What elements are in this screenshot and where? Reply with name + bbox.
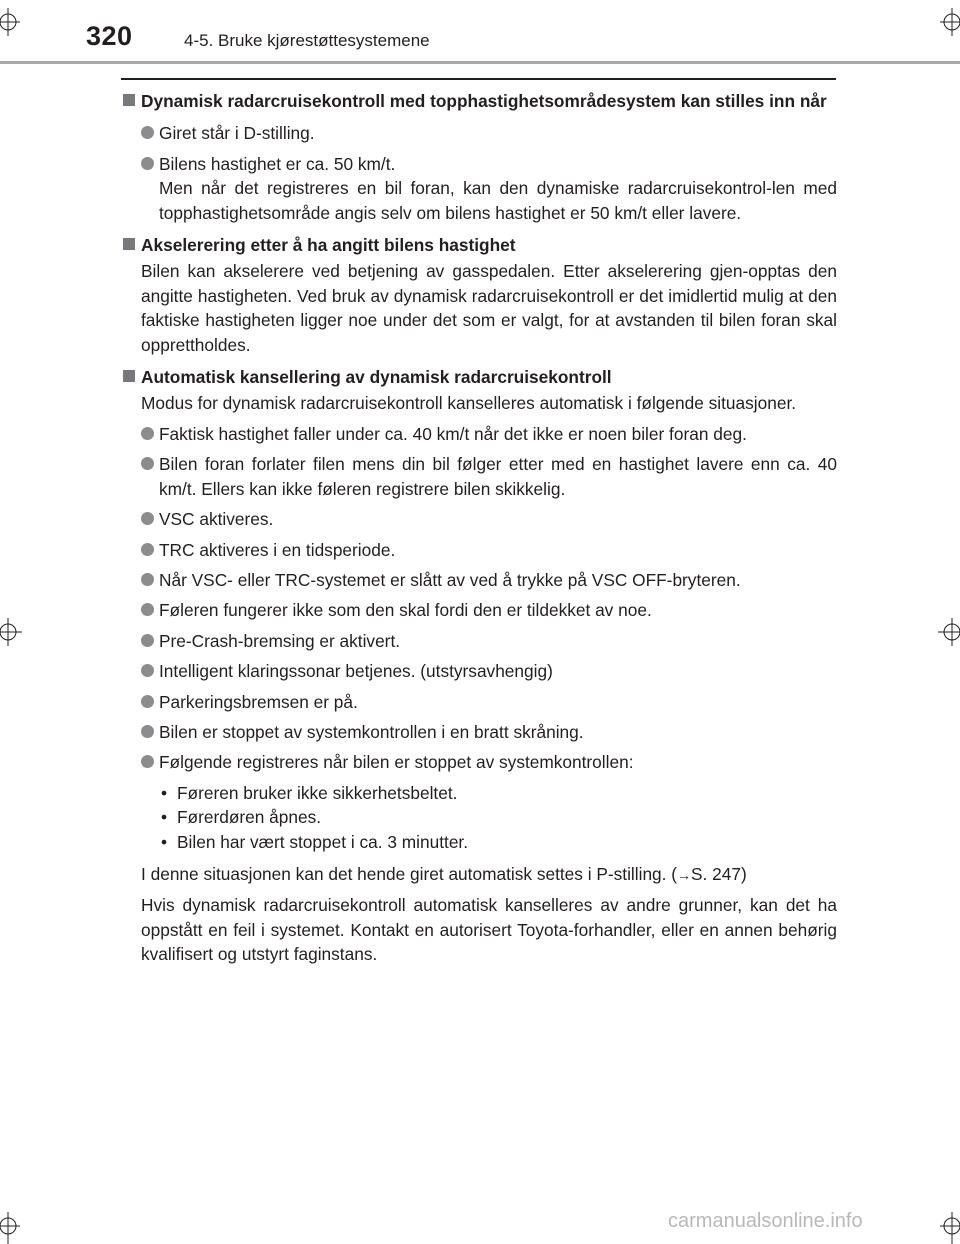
- list-item: [123, 152, 837, 225]
- square-bullet-icon: [123, 370, 135, 382]
- note-paragraph: [123, 862, 837, 887]
- round-bullet-icon: [141, 126, 154, 139]
- list-item: [123, 598, 837, 622]
- crop-mark-bottom-left: [0, 1204, 40, 1244]
- sub-list-item: [123, 781, 837, 805]
- crop-mark-mid-right: [920, 612, 960, 652]
- arrow-icon: →: [677, 866, 692, 883]
- list-item-text: VSC aktiveres.: [159, 509, 274, 530]
- list-item: [123, 659, 837, 683]
- list-item-text: Bilens hastighet er ca. 50 km/t.: [159, 153, 396, 174]
- list-item: [123, 750, 837, 774]
- square-bullet-icon: [123, 94, 135, 106]
- list-item-text: Bilen foran forlater filen mens din bil følger etter med en hastighet lavere enn ca. 40 km/t. Ellers kan ikke føleren registrere bilen skikkelig.: [159, 454, 837, 499]
- page-number: 320: [86, 21, 133, 51]
- list-item-text: Følgende registreres når bilen er stoppet av systemkontrollen:: [159, 752, 634, 773]
- section-heading-text: Akselerering etter å ha angitt bilens hastighet: [141, 235, 516, 256]
- list-item-text: Intelligent klaringssonar betjenes. (utstyrsavhengig): [159, 661, 553, 682]
- round-bullet-icon: [141, 695, 154, 708]
- crop-mark-top-left: [0, 0, 40, 40]
- list-item-continuation: Men når det registreres en bil foran, kan den dynamiske radarcruisekontrol-len med topphastighetsområde angis selv om bilens hastighet er 50 km/t eller lavere.: [159, 178, 837, 223]
- crop-mark-bottom-right: [920, 1204, 960, 1244]
- list-item-text: Pre-Crash-bremsing er aktivert.: [159, 630, 401, 651]
- sub-list-item-text: Føreren bruker ikke sikkerhetsbeltet.: [177, 782, 458, 803]
- paragraph: Modus for dynamisk radarcruisekontroll kanselleres automatisk i følgende situasjoner.: [141, 393, 797, 414]
- round-bullet-icon: [141, 573, 154, 586]
- list-item: [123, 720, 837, 744]
- watermark-text: carmanualsonline.info: [668, 1210, 863, 1232]
- sub-bullet-marker: •: [161, 782, 168, 803]
- list-item: [123, 452, 837, 501]
- page-content: [123, 89, 837, 973]
- crop-mark-top-right: [920, 0, 960, 40]
- sub-list-item: [123, 830, 837, 854]
- round-bullet-icon: [141, 664, 154, 677]
- list-item: [123, 507, 837, 531]
- list-item-text: Giret står i D-stilling.: [159, 123, 315, 144]
- sub-list-item: [123, 805, 837, 829]
- round-bullet-icon: [141, 634, 154, 647]
- sub-bullet-marker: •: [161, 831, 168, 852]
- square-bullet-icon: [123, 238, 135, 250]
- list-item: [123, 422, 837, 446]
- sub-bullet-marker: •: [161, 807, 168, 828]
- list-item-text: Faktisk hastighet faller under ca. 40 km/t når det ikke er noen biler foran deg.: [159, 423, 747, 444]
- round-bullet-icon: [141, 457, 154, 470]
- list-item-text: Føleren fungerer ikke som den skal fordi den er tildekket av noe.: [159, 600, 652, 621]
- sub-list-item-text: Bilen har vært stoppet i ca. 3 minutter.: [177, 831, 469, 852]
- list-item-text: TRC aktiveres i en tidsperiode.: [159, 539, 396, 560]
- sub-list: [123, 781, 837, 854]
- round-bullet-icon: [141, 427, 154, 440]
- list-item: [123, 629, 837, 653]
- list-item: [123, 538, 837, 562]
- closing-paragraph: Hvis dynamisk radarcruisekontroll automatisk kanselleres av andre grunner, kan det ha oppstått en feil i systemet. Kontakt en autorisert Toyota-forhandler, eller en annen behørig kvalifisert og utstyrt faginstans.: [141, 895, 837, 965]
- section-heading: [123, 89, 837, 113]
- chapter-title: 4-5. Bruke kjørestøttesystemene: [184, 31, 430, 50]
- round-bullet-icon: [141, 512, 154, 525]
- section-rule: [121, 78, 836, 80]
- list-item-text: Når VSC- eller TRC-systemet er slått av ved å trykke på VSC OFF-bryteren.: [159, 569, 741, 590]
- section-heading-text: Dynamisk radarcruisekontroll med topphastighetsområdesystem kan stilles inn når: [141, 91, 827, 111]
- list-item-text: Bilen er stoppet av systemkontrollen i en bratt skråning.: [159, 721, 584, 742]
- list-item: [123, 121, 837, 145]
- section-heading-text: Automatisk kansellering av dynamisk radarcruisekontroll: [141, 367, 612, 388]
- sub-list-item-text: Førerdøren åpnes.: [177, 807, 322, 828]
- list-item: [123, 568, 837, 592]
- crop-mark-mid-left: [0, 612, 40, 652]
- round-bullet-icon: [141, 603, 154, 616]
- section-heading: [123, 233, 837, 257]
- paragraph: Bilen kan akselerere ved betjening av gasspedalen. Etter akselerering gjen-opptas den angitte hastigheten. Ved bruk av dynamisk radarcruisekontroll er det imidlertid mulig at den faktiske hastigheten ligger noe under det som er valgt, for at avstanden til bilen foran skal opprettholdes.: [141, 261, 837, 355]
- list-item: [123, 690, 837, 714]
- round-bullet-icon: [141, 725, 154, 738]
- header-rule: [0, 61, 960, 64]
- page-reference-link[interactable]: S. 247): [691, 863, 747, 884]
- list-item-text: Parkeringsbremsen er på.: [159, 691, 358, 712]
- round-bullet-icon: [141, 543, 154, 556]
- section-heading: [123, 365, 837, 389]
- round-bullet-icon: [141, 157, 154, 170]
- note-text: I denne situasjonen kan det hende giret automatisk settes i P-stilling. (: [141, 863, 678, 884]
- round-bullet-icon: [141, 755, 154, 768]
